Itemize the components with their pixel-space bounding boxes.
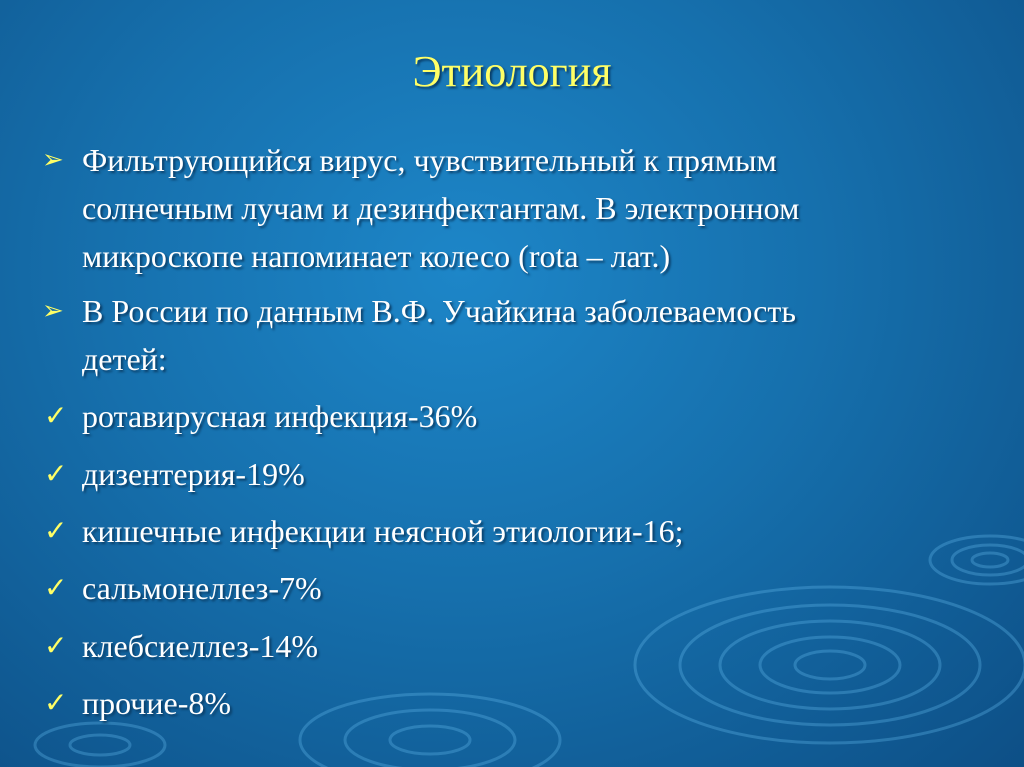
check-item-text: дизентерия-19% [82, 456, 305, 492]
checkmark-icon: ✓ [44, 686, 68, 719]
text-line: солнечным лучам и дезинфектантам. В электронном [82, 190, 800, 226]
arrow-bullet-icon: ➢ [42, 145, 64, 175]
checkmark-icon: ✓ [44, 457, 68, 490]
text-line: В России по данным В.Ф. Учайкина заболеваемость [82, 293, 796, 329]
checkmark-icon: ✓ [44, 514, 68, 547]
text-line: Фильтрующийся вирус, чувствительный к прямым [82, 142, 777, 178]
check-item-text: кишечные инфекции неясной этиологии-16; [82, 513, 684, 549]
checkmark-icon: ✓ [44, 571, 68, 604]
arrow-bullet-icon: ➢ [42, 296, 64, 326]
text-line: микроскопе напоминает колесо (rota – лат.) [82, 238, 671, 274]
checkmark-icon: ✓ [44, 399, 68, 432]
check-item-text: прочие-8% [82, 685, 232, 721]
slide-title: Этиология [412, 47, 612, 96]
checkmark-icon: ✓ [44, 629, 68, 662]
check-item-text: сальмонеллез-7% [82, 570, 322, 606]
bullet-virus-text [82, 136, 982, 280]
check-item-text: ротавирусная инфекция-36% [82, 398, 478, 434]
bullet-russia-text [82, 287, 982, 383]
check-item-text: клебсиеллез-14% [82, 628, 319, 664]
text-line: детей: [82, 341, 167, 377]
